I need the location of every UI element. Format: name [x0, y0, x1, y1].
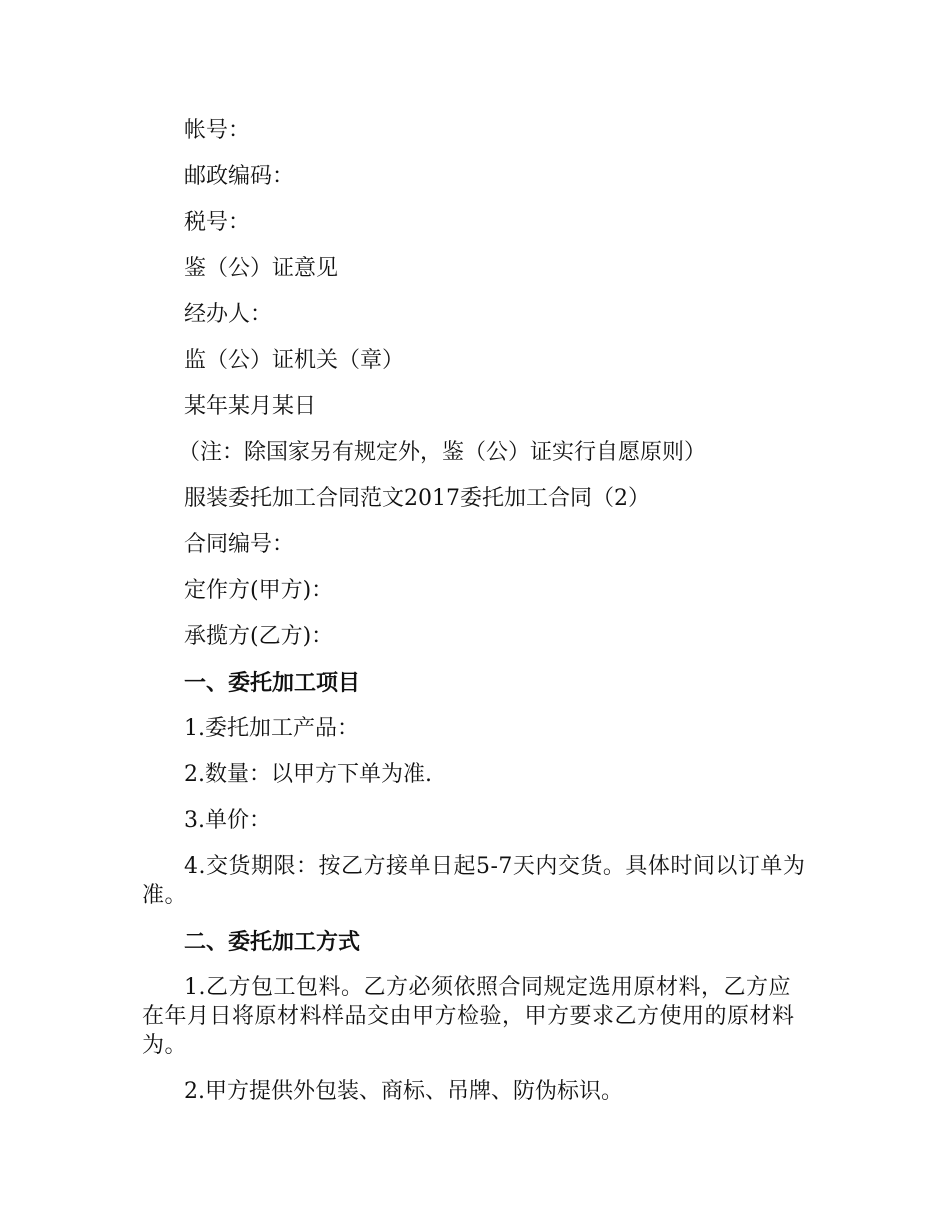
section1-item-1: 1.委托加工产品： [184, 716, 359, 741]
section2-heading: 二、委托加工方式 [184, 929, 361, 955]
party-b-line: 承揽方(乙方)： [184, 624, 334, 649]
section1-item-4: 4.交货期限：按乙方接单日起5-7天内交货。具体时间以订单为准。 [142, 854, 806, 908]
section1-item-2: 2.数量：以甲方下单为准. [184, 762, 432, 787]
section1-heading: 一、委托加工项目 [184, 670, 361, 696]
party-a-line: 定作方(甲方)： [184, 578, 334, 603]
document-body [142, 108, 810, 1115]
note-line: （注：除国家另有规定外，鉴（公）证实行自愿原则） [178, 440, 707, 465]
contract-title-line: 服装委托加工合同范文2017委托加工合同（2） [184, 486, 650, 511]
tax-number-line: 税号： [184, 210, 251, 235]
section1-item-3: 3.单价： [184, 808, 271, 833]
date-line: 某年某月某日 [184, 394, 317, 419]
section2-item-1: 1.乙方包工包料。乙方必须依照合同规定选用原材料，乙方应在年月日将原材料样品交由甲方检验，甲方要求乙方使用的原材料为。 [142, 975, 795, 1058]
handler-line: 经办人： [184, 302, 273, 327]
notarization-opinion-line: 鉴（公）证意见 [184, 256, 339, 281]
account-number-line: 帐号： [184, 118, 251, 143]
notary-authority-line: 监（公）证机关（章） [184, 348, 405, 373]
contract-number-line: 合同编号： [184, 532, 295, 557]
postal-code-line: 邮政编码： [184, 164, 295, 189]
section2-item-2: 2.甲方提供外包装、商标、吊牌、防伪标识。 [184, 1079, 623, 1104]
